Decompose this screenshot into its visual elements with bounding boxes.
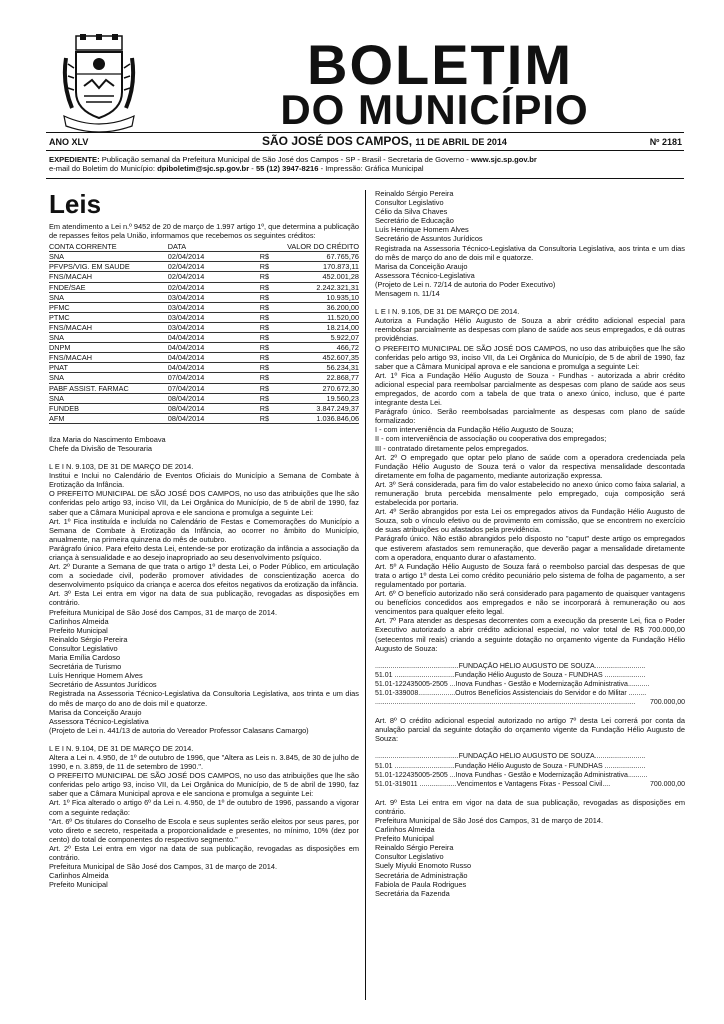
credits-table-row (49, 413, 359, 423)
budget-code: ........................................... (375, 753, 459, 761)
budget-line (375, 680, 685, 689)
lei-9105-paragraph: I - com interveniência da Fundação Hélio Augusto de Souza; (375, 425, 574, 435)
issue-city: SÃO JOSÉ DOS CAMPOS, (262, 134, 413, 148)
lei-9104-paragraph: Reinaldo Sérgio Pereira (375, 189, 454, 198)
masthead-top-rule (46, 132, 684, 133)
phone-number: 55 (12) 3947-8216 (255, 164, 319, 173)
masthead-title-line1: BOLETIM (307, 33, 573, 96)
row-amount: 3.847.249,37 (274, 403, 359, 413)
row-account: SNA (49, 333, 168, 343)
budget-line (375, 689, 685, 698)
lei-9105-paragraph: II - com interveniência de associação ou cooperativa dos empregados; (375, 434, 607, 444)
lei-9103-paragraph: Prefeitura Municipal de São José dos Campos, 31 de março de 2014. (49, 607, 278, 617)
lei-9105-paragraph: Art. 2º O empregado que optar pelo plano de saúde com a operadora credenciada pela Fundação Hélio Augusto de Souza terá o valor da respectiva mensalidade descontada diretamente em folha de pagamento, mediante autorização expressa. (375, 452, 685, 480)
row-amount: 452.001,28 (274, 272, 359, 282)
row-currency: R$ (260, 252, 274, 262)
row-amount: 67.765,76 (274, 252, 359, 262)
issue-date: 11 DE ABRIL DE 2014 (415, 137, 507, 147)
lei-9104-paragraph: Luís Henrique Homem Alves (375, 225, 469, 235)
lei-9104-paragraph: Secretário de Educação (375, 216, 454, 226)
issue-number: Nº 2181 (649, 137, 682, 147)
right-column (375, 189, 685, 898)
lei-9105-paragraph: Carlinhos Almeida (375, 825, 435, 835)
lei-9105-paragraph: Art. 9º Esta Lei entra em vigor na data de sua publicação, revogadas as disposições em contrário. (375, 797, 685, 816)
expediente-line (49, 155, 537, 164)
lei-9104-paragraph: Mensagem n. 11/14 (375, 289, 440, 299)
row-date: 04/04/2014 (168, 363, 260, 373)
lei-9103-paragraph: L E I N. 9.103, DE 31 DE MARÇO DE 2014. (49, 462, 194, 472)
lei-9104-continuation (375, 189, 685, 298)
lei-9104-paragraph: Prefeito Municipal (49, 880, 108, 890)
budget-code: ...................................................................................................................................... (375, 699, 636, 707)
row-account: FNS/MACAH (49, 353, 168, 363)
row-account: PFMC (49, 302, 168, 312)
col-data: DATA (168, 242, 260, 252)
signatory-role: Chefe da Divisão de Tesouraria (49, 443, 152, 453)
email-prefix: e-mail do Boletim do Município: (49, 164, 155, 173)
row-date: 02/04/2014 (168, 282, 260, 292)
lei-9105-paragraph: Art. 6º O benefício autorizado não será considerado para pagamento de quaisquer vantagens ou benefícios concedidos aos empregados e não se incorporará à remuneração ou aos vencimentos para qualquer efeito legal. (375, 589, 685, 617)
header-end-rule (46, 178, 684, 179)
masthead-bottom-rule (46, 150, 684, 151)
row-account: SNA (49, 252, 168, 262)
row-account: PFVPS/VIG. EM SAUDE (49, 262, 168, 272)
credits-table-row (49, 322, 359, 332)
lei-9105-paragraph: Reinaldo Sérgio Pereira (375, 843, 454, 853)
row-date: 04/04/2014 (168, 333, 260, 343)
credits-table-row (49, 262, 359, 272)
budget-line (375, 762, 685, 771)
lei-9104-paragraph: Registrada na Assessoria Técnico-Legislativa da Consultoria Legislativa, aos trinta e um dias do mês de março do ano de dois mil e quatorze. (375, 243, 685, 262)
lei-9105-paragraph: O PREFEITO MUNICIPAL DE SÃO JOSÉ DOS CAMPOS, no uso das atribuições que lhe são conferidas pelo artigo 93, inciso VII, da Lei Orgânica do Município, de 5 de abril de 1990, faz saber que a Câmara Municipal aprova e ele sanciona e promulga a seguinte Lei: (375, 343, 685, 371)
lei-9105 (375, 307, 685, 653)
col-conta: CONTA CORRENTE (49, 242, 168, 252)
row-amount: 22.868,77 (274, 373, 359, 383)
row-account: SNA (49, 393, 168, 403)
repasses-intro: Em atendimento a Lei n.º 9452 de 20 de março de 1.997 artigo 1º, que determina a publicação de repasses feitos pela União, informamos que recebemos os seguintes créditos: (49, 222, 359, 241)
lei-9104-paragraph: Art. 2º Esta Lei entra em vigor na data de sua publicação, revogadas as disposições em contrário. (49, 843, 359, 862)
lei-9103-paragraph: Secretário de Assuntos Jurídicos (49, 680, 157, 690)
lei-9103-paragraph: Consultor Legislativo (49, 643, 118, 653)
row-account: FNDE/SAE (49, 282, 168, 292)
lei-9105-paragraph: Prefeito Municipal (375, 834, 434, 844)
row-amount: 18.214,00 (274, 322, 359, 332)
row-currency: R$ (260, 333, 274, 343)
lei-9105-paragraph: Suely Miyuki Enomoto Russo (375, 861, 472, 871)
lei-9104-paragraph: Carlinhos Almeida (49, 871, 109, 881)
lei-9103-paragraph: Assessora Técnico-Legislativa (49, 716, 149, 726)
credits-table-row (49, 292, 359, 302)
issue-year: ANO XLV (49, 137, 89, 147)
row-currency: R$ (260, 272, 274, 282)
budget-line (375, 671, 685, 680)
row-amount: 19.560,23 (274, 393, 359, 403)
budget-line (375, 752, 685, 761)
credits-table-row (49, 383, 359, 393)
lei-9103-paragraph: Maria Emília Cardoso (49, 653, 121, 663)
row-date: 03/04/2014 (168, 322, 260, 332)
budget-code: 51.01 ............................... (375, 762, 455, 770)
lei-9105-paragraph: Parágrafo único. Serão reembolsadas parcialmente as despesas com plano de saúde formalizado: (375, 407, 685, 426)
issue-city-date (262, 134, 507, 148)
budget-line (375, 698, 685, 707)
lei-9105-paragraph: Consultor Legislativo (375, 852, 444, 862)
website-link[interactable]: www.sjc.sp.gov.br (470, 155, 537, 164)
printer-info: - Impressão: Gráfica Municipal (320, 164, 424, 173)
row-amount: 466,72 (274, 343, 359, 353)
lei-9104-paragraph: Prefeitura Municipal de São José dos Campos, 31 de março de 2014. (49, 862, 278, 872)
row-date: 02/04/2014 (168, 272, 260, 282)
row-amount: 5.922,07 (274, 333, 359, 343)
lei-9103-paragraph: Art. 2º Durante a Semana de que trata o artigo 1º desta Lei, o Poder Público, em articulação com a sociedade civil, poderão promover atividades de conscientização acerca do desenvolvimento psíquico da criança e acerca dos efeitos negativos da erotização da infância. (49, 562, 359, 590)
lei-9104-paragraph: Consultor Legislativo (375, 198, 444, 208)
budget-description: Inova Fundhas - Gestão e Modernização Administrativa........... (455, 680, 650, 688)
row-account: SNA (49, 292, 168, 302)
lei-9104 (49, 744, 359, 890)
budget-allocation-table (375, 662, 685, 707)
lei-9104-paragraph: (Projeto de Lei n. 72/14 de autoria do Poder Executivo) (375, 279, 556, 289)
lei-9105-paragraph: Secretária da Fazenda (375, 888, 450, 898)
masthead-title-line2: DO MUNICÍPIO (280, 86, 589, 133)
lei-9104-paragraph: O PREFEITO MUNICIPAL DE SÃO JOSÉ DOS CAMPOS, no uso das atribuições que lhe são conferidas pelo artigo 93, inciso VII, da Lei Orgânica do Município, de 5 de abril de 1990, faz saber que a Câmara Municipal aprova e ele sanciona e promulga a seguinte Lei: (49, 771, 359, 799)
row-amount: 11.520,00 (274, 312, 359, 322)
row-currency: R$ (260, 413, 274, 423)
lei-9103-paragraph: O PREFEITO MUNICIPAL DE SÃO JOSÉ DOS CAMPOS, no uso das atribuições que lhe são conferidas pelo artigo 93, inciso VII, da Lei Orgânica do Município, de 5 de abril de 1990, faz saber que a Câmara Municipal aprova e ele sanciona e promulga a seguinte Lei: (49, 489, 359, 517)
lei-9103-paragraph: Parágrafo único. Para efeito desta Lei, entende-se por erotização da infância a associação da criança à sensualidade e ao desejo inapropriado ao seu desenvolvimento psíquico. (49, 543, 359, 562)
lei-9105-paragraph: L E I N. 9.105, DE 31 DE MARÇO DE 2014. (375, 307, 520, 317)
budget-code: 51.01-122435005-2505 ... (375, 680, 456, 688)
budget-description: FUNDAÇÃO HÉLIO AUGUSTO DE SOUZA.......................... (458, 753, 646, 761)
budget-code: 51.01-122435005-2505 ... (375, 771, 456, 779)
row-currency: R$ (260, 322, 274, 332)
lei-9105-paragraph: Prefeitura Municipal de São José dos Campos, 31 de março de 2014. (375, 816, 604, 825)
lei-9103 (49, 462, 359, 735)
budget-amount: 700.000,00 (649, 699, 685, 707)
lei-9105-paragraph: Autoriza a Fundação Hélio Augusto de Souza a abrir crédito adicional especial para reembolsar parcialmente as despesas com plano de saúde aos seus empregados, e dá outras providências. (375, 316, 685, 344)
row-currency: R$ (260, 312, 274, 322)
credits-table-row (49, 282, 359, 292)
lei-9103-paragraph: Carlinhos Almeida (49, 616, 109, 626)
budget-description: Fundação Hélio Augusto de Souza - FUNDHAS ..................... (454, 762, 646, 770)
lei-9103-paragraph: Art. 1º Fica instituída e incluída no Calendário de Festas e Comemorações do Município a Semana de Combate à Erotização da Infância, ao ocorrer no âmbito do Município, anualmente, na primeira quinzena do mês de outubro. (49, 516, 359, 544)
row-currency: R$ (260, 262, 274, 272)
credits-table-row (49, 343, 359, 353)
lei-9103-paragraph: Prefeito Municipal (49, 625, 108, 635)
lei-9103-paragraph: Luís Henrique Homem Alves (49, 671, 143, 681)
lei-9105-paragraph: Parágrafo único. Não estão abrangidos pelo disposto no "caput" deste artigo os empregados que estiverem afastados sem remuneração, que deverão pagar a mensalidade diretamente com a operadora, enquanto durar o afastamento. (375, 534, 685, 562)
row-date: 08/04/2014 (168, 413, 260, 423)
row-amount: 452.607,35 (274, 353, 359, 363)
row-account: FUNDEB (49, 403, 168, 413)
budget-annulment-table (375, 752, 685, 788)
row-account: FNS/MACAH (49, 272, 168, 282)
lei-9105-paragraph: Art. 4º Serão abrangidos por esta Lei os empregados ativos da Fundação Hélio Augusto de Souza, sob o vínculo efetivo ou de provimento em comissão, que se encontrem no exercício de suas atribuições ou afastados pela previdência. (375, 507, 685, 535)
row-account: FNS/MACAH (49, 322, 168, 332)
lei-9104-paragraph: Marisa da Conceição Araujo (375, 261, 468, 271)
row-account: SNA (49, 373, 168, 383)
lei-9105-paragraph: Secretária de Administração (375, 870, 468, 880)
row-currency: R$ (260, 292, 274, 302)
lei-9104-paragraph: Altera a Lei n. 4.950, de 1º de outubro de 1996, que "Altera as Leis n. 3.845, de 30 de julho de 1990, e n. 3.859, de 11 de setembro de 1990.". (49, 752, 359, 772)
row-amount: 2.242.321,31 (274, 282, 359, 292)
signatory-name: Ilza Maria do Nascimento Emboava (49, 434, 166, 444)
budget-amount: 700.000,00 (649, 780, 685, 788)
lei-9104-paragraph: Art. 1º Fica alterado o artigo 6º da Lei n. 4.950, de 1º de outubro de 1996, passando a vigorar com a seguinte redação: (49, 798, 359, 817)
expediente-text: Publicação semanal da Prefeitura Municipal de São José dos Campos - SP - Brasil - Secretaria de Governo - (101, 155, 469, 164)
row-date: 07/04/2014 (168, 373, 260, 383)
row-currency: R$ (260, 383, 274, 393)
budget-code: 51.01 ............................... (375, 671, 455, 679)
budget-description: Outros Benefícios Assistenciais do Servidor e do Militar ......... (455, 689, 647, 697)
budget-line (375, 780, 685, 789)
row-account: PABF ASSIST. FARMAC (49, 383, 168, 393)
row-date: 04/04/2014 (168, 353, 260, 363)
lei-9104-paragraph: Secretário de Assuntos Jurídicos (375, 234, 483, 244)
lei-9103-paragraph: Secretária de Turismo (49, 662, 122, 672)
row-date: 03/04/2014 (168, 312, 260, 322)
row-amount: 56.234,31 (274, 363, 359, 373)
lei-9105-paragraph: III - contratado diretamente pelos empregados. (375, 443, 529, 453)
row-currency: R$ (260, 353, 274, 363)
row-date: 02/04/2014 (168, 262, 260, 272)
row-currency: R$ (260, 363, 274, 373)
credits-table-row (49, 312, 359, 322)
row-date: 02/04/2014 (168, 252, 260, 262)
expediente-label: EXPEDIENTE: (49, 155, 100, 164)
row-date: 08/04/2014 (168, 393, 260, 403)
lei-9103-paragraph: Institui e Inclui no Calendário de Eventos Oficiais do Município a Semana de Combate à Erotização da Infância. (49, 471, 359, 490)
lei-9104-paragraph: L E I N. 9.104, DE 31 DE MARÇO DE 2014. (49, 743, 194, 753)
budget-code: ........................................... (375, 662, 459, 670)
row-account: PNAT (49, 363, 168, 373)
credits-table-row (49, 373, 359, 383)
row-currency: R$ (260, 393, 274, 403)
row-account: PTMC (49, 312, 168, 322)
credits-table-row (49, 363, 359, 373)
budget-description: FUNDAÇÃO HÉLIO AUGUSTO DE SOUZA.......................... (458, 662, 646, 670)
budget-description: Fundação Hélio Augusto de Souza - FUNDHAS ..................... (454, 671, 646, 679)
credits-table (49, 242, 359, 424)
email-link[interactable]: dpiboletim@sjc.sp.gov.br (157, 164, 250, 173)
row-date: 03/04/2014 (168, 302, 260, 312)
row-date: 07/04/2014 (168, 383, 260, 393)
row-date: 03/04/2014 (168, 292, 260, 302)
lei-9104-paragraph: Célio da Silva Chaves (375, 207, 448, 217)
budget-line (375, 771, 685, 780)
col-valor: VALOR DO CRÉDITO (260, 242, 359, 252)
row-currency: R$ (260, 302, 274, 312)
budget-code: 51.01-339008................... (375, 689, 456, 697)
lei-9103-paragraph: (Projeto de Lei n. 441/13 de autoria do Vereador Professor Calasans Camargo) (49, 725, 309, 735)
budget-line (375, 662, 685, 671)
left-column (49, 189, 359, 889)
row-currency: R$ (260, 373, 274, 383)
credits-table-row (49, 302, 359, 312)
row-amount: 270.672,30 (274, 383, 359, 393)
lei-9105-paragraph: Art. 1º Fica a Fundação Hélio Augusto de Souza - Fundhas - autorizada a abrir crédito adicional especial para reembolsar parcialmente as despesas com plano de saúde aos seus empregados, de acordo com a tabela de que trata o anexo único, incluso, que é parte integrante desta Lei. (375, 370, 685, 408)
lei-9104-paragraph: "Art. 6º Os titulares do Conselho de Escola e seus suplentes serão eleitos por seus pares, por voto direto e secreto, respeitada a proporcionalidade e presentes, no mínimo, 10% (dez por cento) do total de componentes do respectivo segmento." (49, 816, 359, 844)
credits-table-row (49, 393, 359, 403)
credits-table-row (49, 272, 359, 282)
credits-table-row (49, 403, 359, 413)
row-date: 08/04/2014 (168, 403, 260, 413)
row-account: AFM (49, 413, 168, 423)
row-date: 04/04/2014 (168, 343, 260, 353)
credits-table-row (49, 353, 359, 363)
lei-9105-paragraph: Art. 5º A Fundação Hélio Augusto de Souza fará o reembolso parcial das despesas de que trata o artigo 1º desta Lei como crédito pecuniário pelo sistema de folha de pagamento, a ser regulamentado por portaria. (375, 561, 685, 589)
municipal-crest-logo (62, 34, 136, 132)
lei-9105-closing (375, 798, 685, 898)
row-currency: R$ (260, 282, 274, 292)
column-divider (365, 190, 366, 1000)
section-heading-leis: Leis (49, 189, 102, 219)
budget-description: Inova Fundhas - Gestão e Modernização Administrativa.......... (455, 771, 648, 779)
credits-table-row (49, 252, 359, 262)
lei-9103-paragraph: Art. 3º Esta Lei entra em vigor na data de sua publicação, revogadas as disposições em contrário. (49, 589, 359, 608)
lei-9103-paragraph: Registrada na Assessoria Técnico-Legislativa da Consultoria Legislativa, aos trinta e um dias do mês de março do ano de dois mil e quatorze. (49, 689, 359, 708)
row-amount: 170.873,11 (274, 262, 359, 272)
credits-table-header (49, 242, 359, 252)
row-currency: R$ (260, 403, 274, 413)
credits-table-row (49, 333, 359, 343)
lei-9105-art8: Art. 8º O crédito adicional especial autorizado no artigo 7º desta Lei correrá por conta da anulação parcial da seguinte dotação do orçamento vigente da Fundação Hélio Augusto de Souza: (375, 716, 685, 744)
lei-9104-paragraph: Assessora Técnico-Legislativa (375, 270, 475, 280)
row-amount: 36.200,00 (274, 302, 359, 312)
budget-description: Vencimentos e Vantagens Fixas - Pessoal Civil.... (456, 780, 611, 788)
row-amount: 10.935,10 (274, 292, 359, 302)
budget-code: 51.01-319011 ................... (375, 780, 457, 788)
lei-9105-paragraph: Art. 7º Para atender as despesas decorrentes com a execução da presente Lei, fica o Poder Executivo autorizado a abrir crédito adicional especial, no valor total de R$ 700.000,00 (setecentos mil reais) criando a seguinte dotação no orçamento vigente da Fundação Hélio Augusto de Souza: (375, 616, 685, 653)
contact-separator: - (251, 164, 254, 173)
lei-9103-paragraph: Marisa da Conceição Araujo (49, 707, 142, 717)
row-currency: R$ (260, 343, 274, 353)
row-account: DNPM (49, 343, 168, 353)
lei-9105-paragraph: Fabiola de Paula Rodrigues (375, 879, 467, 889)
lei-9105-paragraph: Art. 3º Será considerada, para fim do valor estabelecido no anexo único como faixa salarial, a remuneração bruta percebida mensalmente pelo empregado, cuja composição será estabelecida por portaria. (375, 479, 685, 508)
row-amount: 1.036.846,06 (274, 413, 359, 423)
lei-9103-paragraph: Reinaldo Sérgio Pereira (49, 634, 128, 644)
contact-line (49, 164, 424, 173)
